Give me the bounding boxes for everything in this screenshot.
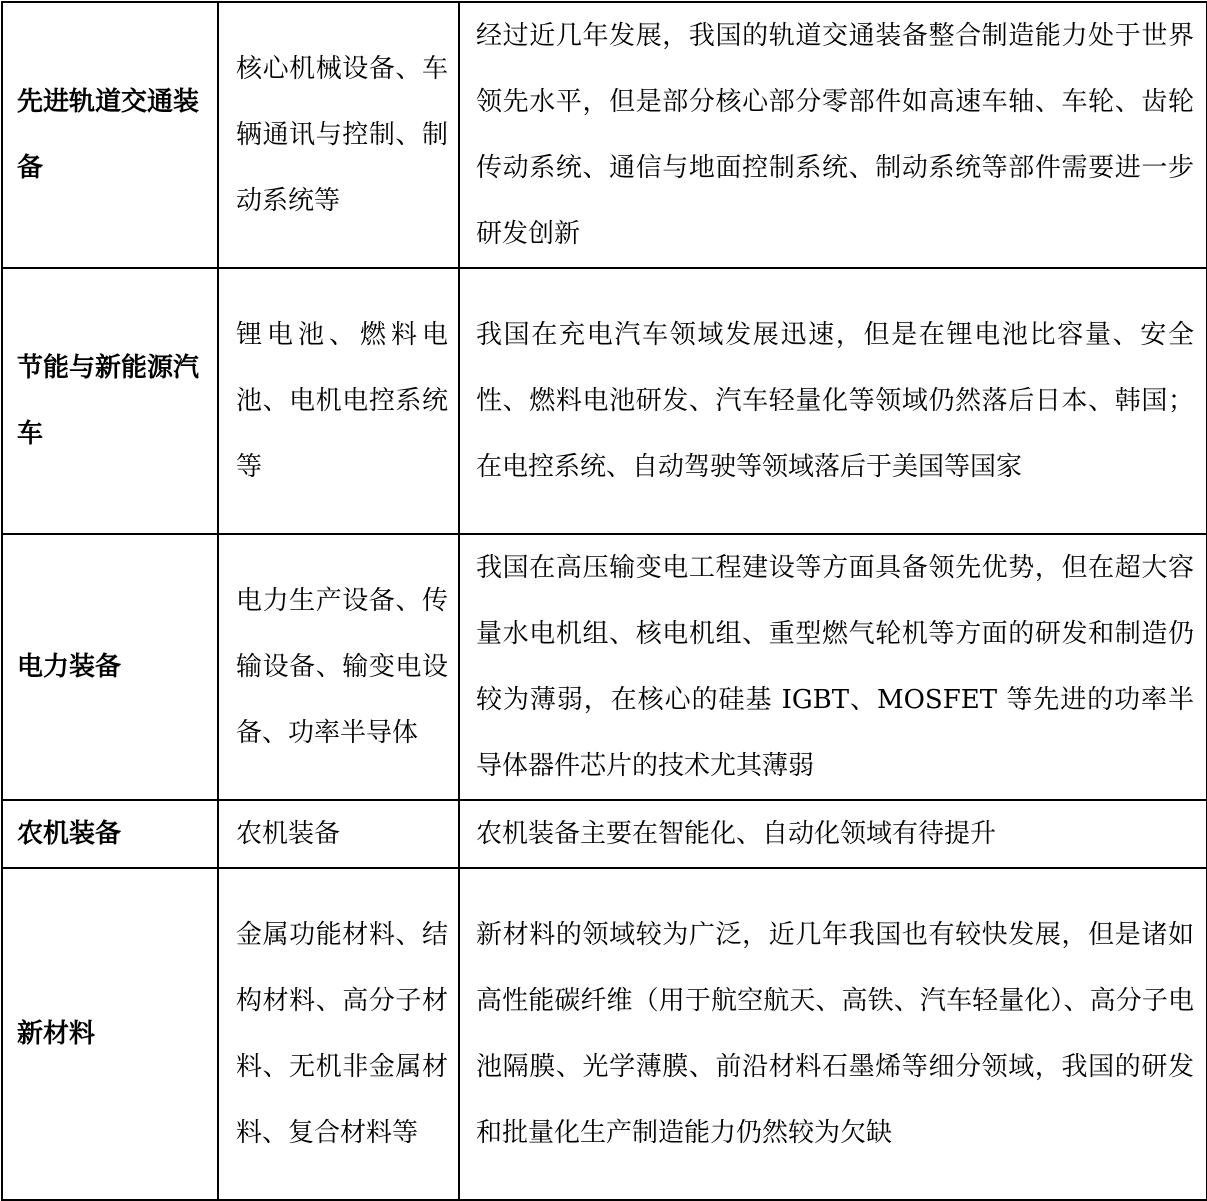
components-cell: 锂电池、燃料电池、电机电控系统等	[218, 268, 459, 534]
table-row	[2, 268, 1207, 534]
description-cell: 我国在充电汽车领域发展迅速，但是在锂电池比容量、安全性、燃料电池研发、汽车轻量化等领域仍然落后日本、韩国；在电控系统、自动驾驶等领域落后于美国等国家	[459, 268, 1207, 534]
components-cell: 金属功能材料、结构材料、高分子材料、无机非金属材料、复合材料等	[218, 868, 459, 1200]
table-row	[2, 2, 1207, 268]
description-cell: 经过近几年发展，我国的轨道交通装备整合制造能力处于世界领先水平，但是部分核心部分零部件如高速车轴、车轮、齿轮传动系统、通信与地面控制系统、制动系统等部件需要进一步研发创新	[459, 2, 1207, 268]
description-cell: 农机装备主要在智能化、自动化领域有待提升	[459, 800, 1207, 868]
table-row	[2, 868, 1207, 1200]
category-cell: 新材料	[2, 868, 218, 1200]
description-cell: 新材料的领域较为广泛，近几年我国也有较快发展，但是诸如高性能碳纤维（用于航空航天、高铁、汽车轻量化）、高分子电池隔膜、光学薄膜、前沿材料石墨烯等细分领域，我国的研发和批量化生产制造能力仍然较为欠缺	[459, 868, 1207, 1200]
components-cell: 电力生产设备、传输设备、输变电设备、功率半导体	[218, 534, 459, 800]
description-cell: 我国在高压输变电工程建设等方面具备领先优势，但在超大容量水电机组、核电机组、重型燃气轮机等方面的研发和制造仍较为薄弱，在核心的硅基 IGBT、MOSFET 等先进的功率半导体器件芯片的技术尤其薄弱	[459, 534, 1207, 800]
table-row	[2, 534, 1207, 800]
category-cell: 先进轨道交通装备	[2, 2, 218, 268]
category-cell: 节能与新能源汽车	[2, 268, 218, 534]
components-cell: 农机装备	[218, 800, 459, 868]
table-row	[2, 800, 1207, 868]
category-cell: 农机装备	[2, 800, 218, 868]
industry-table	[1, 1, 1207, 1201]
category-cell: 电力装备	[2, 534, 218, 800]
components-cell: 核心机械设备、车辆通讯与控制、制动系统等	[218, 2, 459, 268]
